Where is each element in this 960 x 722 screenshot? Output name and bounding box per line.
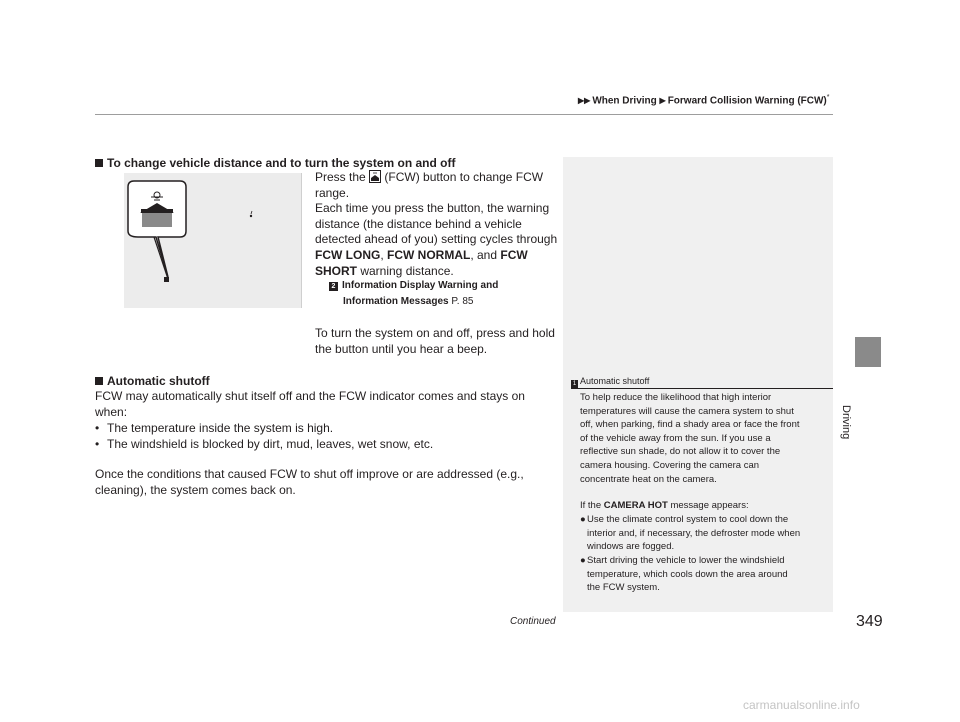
heading-square-icon [95, 159, 103, 167]
note-icon: 1 [572, 381, 577, 387]
setting-fcw-short-part1: FCW [500, 247, 528, 262]
watermark: carmanualsonline.info [743, 698, 860, 712]
breadcrumb-arrow-icon: ▶ [659, 96, 666, 106]
note-divider [571, 388, 833, 389]
setting-fcw-short-part2: SHORT [315, 263, 357, 278]
header-divider [95, 114, 833, 115]
breadcrumb-arrow-icon: ▶▶ [578, 96, 591, 106]
shutoff-outro: Once the conditions that caused FCW to shut off improve or are addressed (e.g., cleaning), the system comes back on. [95, 467, 524, 497]
page-number: 349 [856, 613, 883, 630]
fcw-button-figure [124, 173, 302, 308]
chapter-tab[interactable] [855, 337, 881, 367]
fcw-range-paragraph: Press the (FCW) button to change FCW range. Each time you press the button, the warning distance (the distance behind a vehicle detected ahead of you) setting cycles through FCW LONG, FCW NORMAL, and FCW SHORT warning distance. [315, 170, 558, 278]
section-heading-automatic-shutoff: Automatic shutoff [95, 374, 210, 388]
section-heading-distance: To change vehicle distance and to turn the system on and off [95, 156, 456, 170]
list-item: • The temperature inside the system is high. [95, 421, 334, 435]
chapter-tab-label: Driving [840, 405, 852, 440]
note-paragraph-1: To help reduce the likelihood that high interior temperatures will cause the camera system to shut off, when parking, find a shady area or face the front of the vehicle away from the sun. If you use a reflective sun shade, do not allow it to cover the camera housing. Covering the camera can concentrate heat on the camera. [580, 392, 800, 485]
cross-reference-page: P. 85 [451, 296, 474, 307]
note-title: 1 Automatic shutoff [572, 376, 650, 387]
breadcrumb-item-fcw[interactable]: Forward Collision Warning (FCW) [667, 95, 827, 107]
note-paragraph-2: If the CAMERA HOT message appears: [580, 500, 749, 511]
fcw-button-icon [369, 170, 381, 183]
note-bullet-1: ●Use the climate control system to cool down the interior and, if necessary, the defroster mode when windows are fogged. [580, 514, 801, 553]
shutoff-intro: FCW may automatically shut itself off and the FCW indicator comes and stays on when: [95, 389, 525, 419]
fcw-button-illustration [124, 173, 302, 308]
list-item: • The windshield is blocked by dirt, mud, leaves, wet snow, etc. [95, 436, 434, 451]
breadcrumb [578, 94, 830, 106]
continued-label: Continued [510, 616, 556, 627]
note-bullet-2: ●Start driving the vehicle to lower the windshield temperature, which cools down the area around the FCW system. [580, 555, 788, 594]
breadcrumb-footnote-mark: * [826, 94, 830, 101]
onoff-paragraph: To turn the system on and off, press and hold the button until you hear a beep. [315, 326, 555, 356]
breadcrumb-item-when-driving[interactable]: When Driving [592, 95, 657, 107]
cross-reference-icon: 2 [329, 282, 338, 291]
heading-square-icon [95, 377, 103, 385]
setting-fcw-long: FCW LONG [315, 247, 381, 262]
setting-fcw-normal: FCW NORMAL [387, 247, 471, 262]
cross-reference-link[interactable]: 2 Information Display Warning and Information Messages P. 85 [329, 278, 498, 310]
camera-hot-message: CAMERA HOT [603, 500, 668, 511]
shutoff-conditions-list [95, 421, 433, 452]
